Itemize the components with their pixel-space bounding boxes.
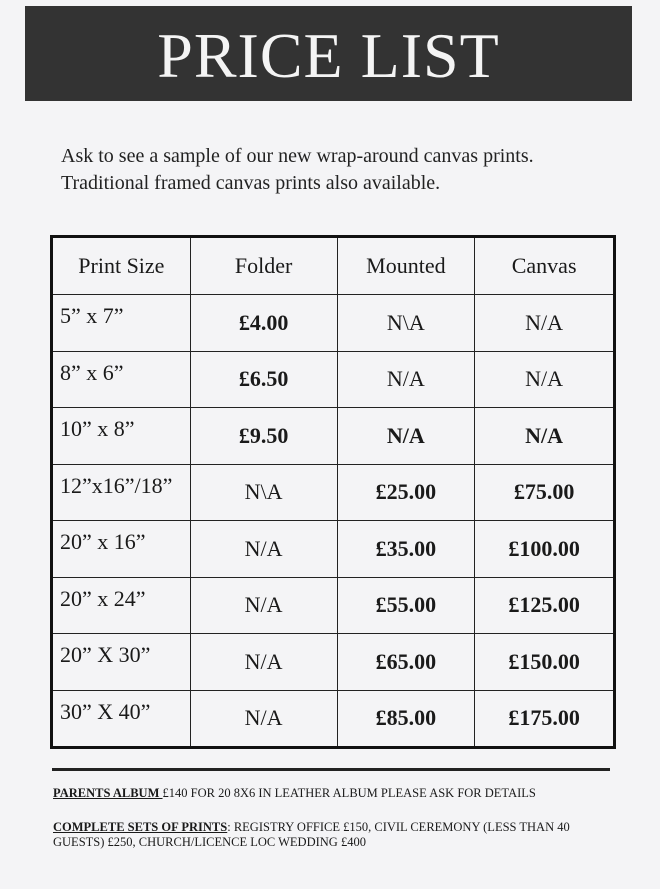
table-row <box>52 295 615 352</box>
intro-text <box>61 143 534 197</box>
header-mounted: Mounted <box>337 237 475 295</box>
cell-canvas: £100.00 <box>475 521 615 578</box>
cell-print-size: 20” x 24” <box>52 577 191 634</box>
title-banner <box>25 6 632 101</box>
cell-canvas: £75.00 <box>475 464 615 521</box>
table-row <box>52 634 615 691</box>
cell-print-size: 20” X 30” <box>52 634 191 691</box>
table-row <box>52 521 615 578</box>
cell-folder: N\A <box>190 464 337 521</box>
complete-sets-note <box>53 820 613 850</box>
price-table <box>50 235 616 749</box>
parents-album-text: £140 FOR 20 8X6 IN LEATHER ALBUM PLEASE ASK FOR DETAILS <box>162 786 536 800</box>
complete-sets-label: COMPLETE SETS OF PRINTS <box>53 820 228 834</box>
cell-canvas: N/A <box>475 295 615 352</box>
intro-line-2: Traditional framed canvas prints also available. <box>61 172 441 194</box>
table-row <box>52 351 615 408</box>
divider-rule <box>52 768 610 771</box>
table-row <box>52 464 615 521</box>
page-title: PRICE LIST <box>157 19 500 91</box>
cell-mounted: N/A <box>337 351 475 408</box>
cell-mounted: £35.00 <box>337 521 475 578</box>
cell-folder: £4.00 <box>190 295 337 352</box>
table-row <box>52 408 615 465</box>
cell-folder: £6.50 <box>190 351 337 408</box>
cell-mounted: £85.00 <box>337 690 475 748</box>
cell-folder: N/A <box>190 690 337 748</box>
cell-folder: N/A <box>190 634 337 691</box>
cell-mounted: £55.00 <box>337 577 475 634</box>
cell-canvas: £150.00 <box>475 634 615 691</box>
cell-print-size: 8” x 6” <box>52 351 191 408</box>
cell-folder: N/A <box>190 521 337 578</box>
complete-sets-text: : REGISTRY OFFICE £150, CIVIL CEREMONY (LESS THAN 40 GUESTS) £250, CHURCH/LICENCE LOC WEDDING £400 <box>53 820 570 849</box>
cell-canvas: N/A <box>475 351 615 408</box>
header-canvas: Canvas <box>475 237 615 295</box>
cell-canvas: N/A <box>475 408 615 465</box>
table-row <box>52 690 615 748</box>
cell-mounted: £65.00 <box>337 634 475 691</box>
header-print-size: Print Size <box>52 237 191 295</box>
cell-canvas: £125.00 <box>475 577 615 634</box>
cell-folder: N/A <box>190 577 337 634</box>
cell-print-size: 10” x 8” <box>52 408 191 465</box>
cell-print-size: 12”x16”/18” <box>52 464 191 521</box>
parents-album-label: PARENTS ALBUM <box>53 786 163 800</box>
intro-line-1: Ask to see a sample of our new wrap-around canvas prints. <box>61 145 534 167</box>
table-header-row <box>52 237 615 295</box>
cell-print-size: 5” x 7” <box>52 295 191 352</box>
cell-folder: £9.50 <box>190 408 337 465</box>
cell-canvas: £175.00 <box>475 690 615 748</box>
table-row <box>52 577 615 634</box>
header-folder: Folder <box>190 237 337 295</box>
cell-print-size: 20” x 16” <box>52 521 191 578</box>
cell-mounted: N\A <box>337 295 475 352</box>
cell-mounted: N/A <box>337 408 475 465</box>
cell-mounted: £25.00 <box>337 464 475 521</box>
cell-print-size: 30” X 40” <box>52 690 191 748</box>
parents-album-note <box>53 786 536 801</box>
